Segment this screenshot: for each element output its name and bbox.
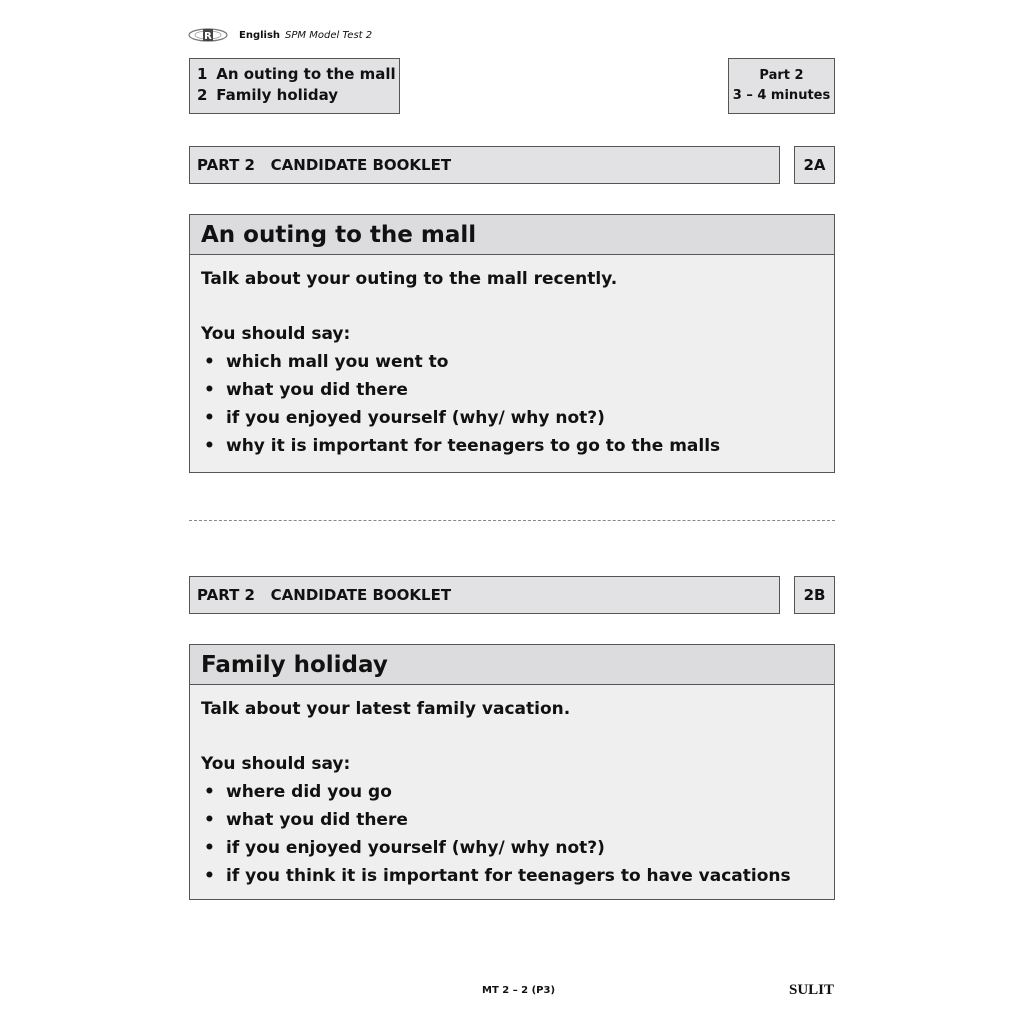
list-item: • if you enjoyed yourself (why/ why not?) [201, 834, 823, 862]
booklet-heading-text: PART 2 CANDIDATE BOOKLET [197, 156, 452, 174]
classification-label: SULIT [789, 982, 835, 998]
booklet-heading-a [189, 146, 780, 184]
topic-item [197, 85, 399, 106]
list-item: • which mall you went to [201, 348, 823, 376]
bullet-icon: • [204, 436, 215, 456]
topic-card-b [189, 644, 835, 900]
list-item: • what you did there [201, 376, 823, 404]
part-label: Part 2 [759, 68, 804, 83]
list-item: • if you enjoyed yourself (why/ why not?) [201, 404, 823, 432]
booklet-code-a: 2A [794, 146, 835, 184]
page-header [188, 26, 372, 44]
list-item: • if you think it is important for teenagers to have vacations [201, 862, 823, 890]
topic-label: An outing to the mall [216, 65, 396, 83]
bullet-icon: • [204, 810, 215, 830]
points-list [201, 778, 823, 890]
bullet-icon: • [204, 866, 215, 886]
card-title: Family holiday [190, 645, 834, 685]
dashed-divider [189, 520, 835, 521]
bullet-icon: • [204, 352, 215, 372]
should-say-label: You should say: [201, 754, 351, 774]
card-title: An outing to the mall [190, 215, 834, 255]
card-body [190, 685, 834, 890]
bullet-icon: • [204, 838, 215, 858]
topic-number: 1 [197, 65, 208, 83]
card-body [190, 255, 834, 460]
part-info-box [728, 58, 835, 114]
booklet-heading-text: PART 2 CANDIDATE BOOKLET [197, 586, 452, 604]
topic-number: 2 [197, 86, 208, 104]
page-code: MT 2 – 2 (P3) [482, 985, 556, 996]
duration-label: 3 – 4 minutes [732, 88, 831, 103]
publisher-logo [188, 28, 234, 42]
header-test-name: SPM Model Test 2 [285, 29, 373, 41]
booklet-heading-b [189, 576, 780, 614]
bullet-icon: • [204, 408, 215, 428]
svg-text:R: R [204, 31, 212, 42]
should-say-label: You should say: [201, 324, 351, 344]
card-prompt: Talk about your latest family vacation. [201, 699, 571, 719]
topic-label: Family holiday [216, 86, 339, 104]
list-item: • what you did there [201, 806, 823, 834]
bullet-icon: • [204, 782, 215, 802]
topic-item [197, 64, 399, 85]
list-item: • why it is important for teenagers to go to the malls [201, 432, 823, 460]
booklet-code-b: 2B [794, 576, 835, 614]
header-subject: English [239, 29, 281, 41]
topics-list-box [189, 58, 400, 114]
points-list [201, 348, 823, 460]
bullet-icon: • [204, 380, 215, 400]
list-item: • where did you go [201, 778, 823, 806]
card-prompt: Talk about your outing to the mall recently. [201, 269, 618, 289]
topic-card-a [189, 214, 835, 473]
